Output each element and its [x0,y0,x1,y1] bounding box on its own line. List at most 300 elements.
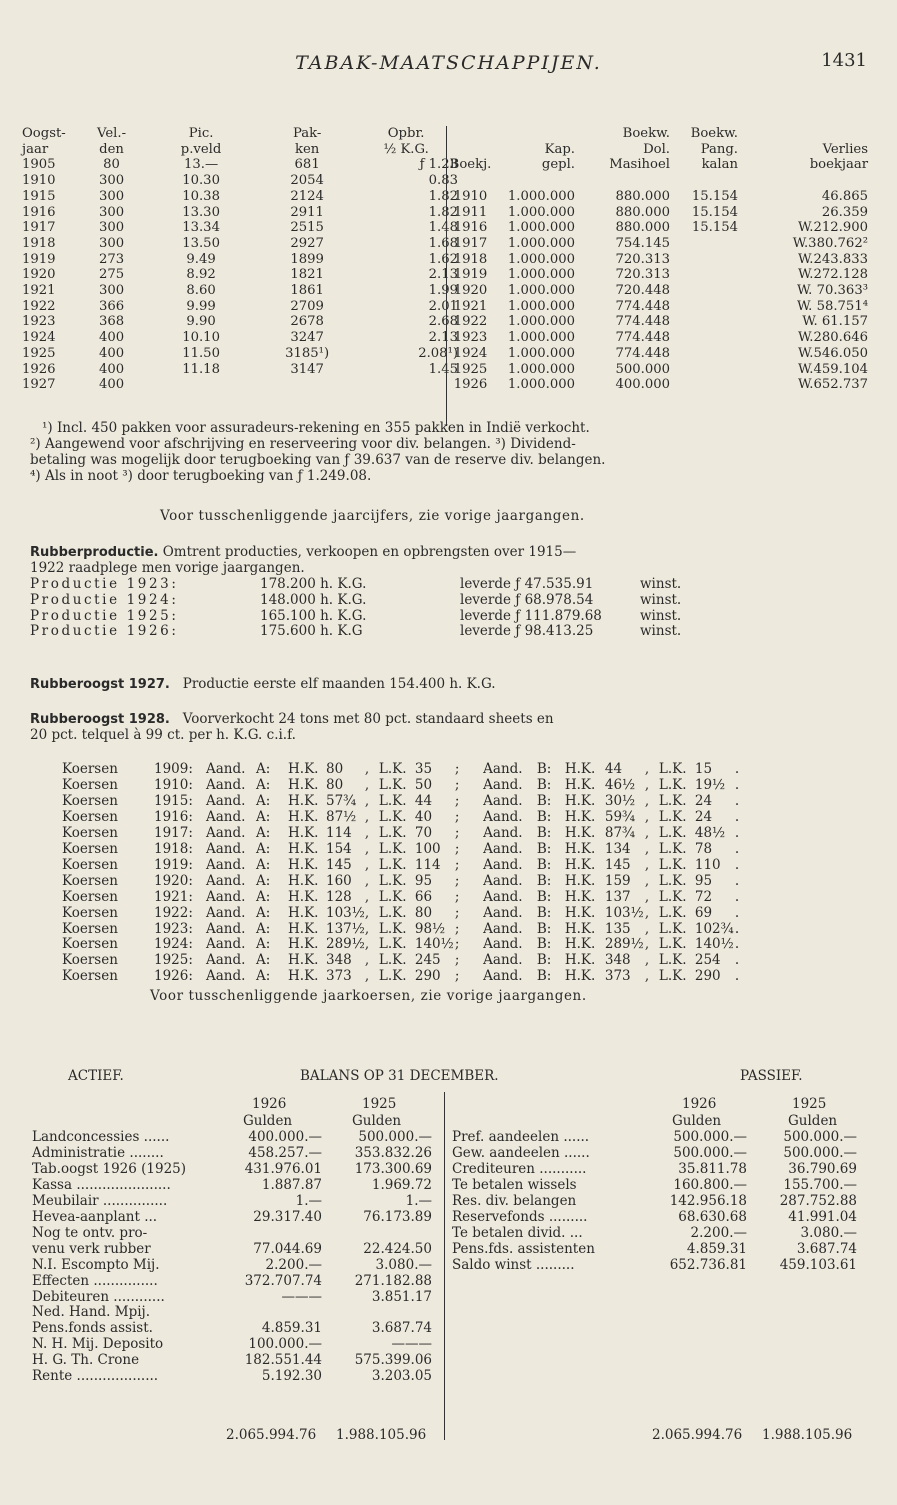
table-cell [322,1305,432,1321]
table-cell: . [734,808,740,825]
table-cell: Aand. [483,824,523,841]
column-header [738,126,868,142]
table-cell: 102¾ [694,920,734,937]
table-cell: 2709 [290,298,324,314]
table-cell [670,330,738,346]
table-cell: Nog te ontv. pro- [32,1224,148,1241]
table-cell: H.K. [288,952,319,969]
table-cell [142,377,260,393]
table-cell: 774.448 [615,330,670,346]
table-cell: 774.448 [615,298,670,314]
table-cell: Aand. [206,904,246,921]
table-cell: Koersen [62,952,118,969]
table-cell: H.K. [288,840,319,857]
table-cell: 72 [694,888,713,905]
table-cell: 0.83 [428,173,458,189]
table-cell: Administratie ........ [32,1144,164,1161]
table-cell: ——— [281,1288,322,1305]
table-cell: ; [454,888,460,905]
table-cell: 3.080.— [375,1256,432,1273]
table-cell: Aand. [483,888,523,905]
table-cell: 154 [326,840,352,857]
table-cell: 1917 [453,235,488,251]
table-cell: W. 61.157 [802,314,868,330]
footnote-2: ²) Aangewend voor afschrijving en reserveering voor div. belangen. ³) Dividend- [30,436,576,452]
table-cell: L.K. [658,776,687,793]
table-cell: 145 [326,856,352,873]
table-cell: 1926: [154,968,193,985]
table-cell: 1921 [453,298,488,314]
table-cell: 459.103.61 [779,1256,857,1273]
spacer-cell [448,173,868,189]
table-cell: B: [536,920,552,937]
table-cell: Aand. [206,792,246,809]
table-cell: 2.08¹) [418,345,458,361]
table-divider [446,126,447,426]
table-cell: 2.68 [428,314,458,330]
koersen-row [62,842,747,858]
table-cell [260,377,354,393]
column-header: Masihoel [609,157,670,173]
table-cell: ; [454,761,460,777]
table-cell: 1922: [154,904,193,921]
table-cell: L.K. [658,761,687,777]
table-cell: 50 [414,776,433,793]
rubberoogst-1927-text: Productie eerste elf maanden 154.400 h. K.G. [182,676,496,692]
koersen-row [62,906,747,922]
table-cell: 300 [98,204,125,220]
table-cell: H.K. [288,968,319,985]
crop-table-left [22,126,458,393]
table-cell: 1920 [453,283,488,299]
table-cell: Aand. [206,808,246,825]
column-header: kalan [701,157,738,173]
table-cell: L.K. [658,792,687,809]
page-title: TABAK-MAATSCHAPPIJEN. [295,52,602,74]
table-cell: 30½ [604,792,636,809]
table-cell: A: [256,840,271,857]
left-total-1925: 1.988.105.96 [336,1427,427,1443]
column-header [493,126,575,142]
table-row [22,189,458,205]
table-cell: 165.100 h. K.G. [260,607,367,624]
table-cell: , [364,968,370,985]
table-cell: Meubilair ............... [32,1192,168,1209]
table-cell: 1916: [154,808,193,825]
table-cell: 3.080.— [800,1224,857,1241]
table-cell: W.546.050 [798,345,868,361]
table-cell: L.K. [378,824,407,841]
table-cell: 160 [326,872,352,889]
table-cell: L.K. [658,920,687,937]
table-cell: 160.800.— [673,1176,747,1193]
table-cell: Saldo winst ......... [452,1256,575,1273]
table-cell: , [364,920,370,937]
table-cell: . [734,856,740,873]
balance-row [452,1146,857,1162]
table-cell: H.K. [288,776,319,793]
balance-row [32,1258,432,1274]
table-cell: 1921: [154,888,193,905]
koersen-row [62,953,747,969]
table-cell: ; [454,776,460,793]
table-row [22,283,458,299]
table-cell: , [644,888,650,905]
table-cell: 2.13 [428,267,458,283]
rubber-production-heading: Rubberproductie. [30,545,159,560]
table-cell: leverde ƒ 47.535.91 [460,576,594,592]
right-total-1926: 2.065.994.76 [652,1427,743,1443]
table-cell: H.K. [564,824,596,841]
table-cell: 100 [414,840,441,857]
koersen-row [62,922,747,938]
table-cell: Koersen [62,824,118,841]
table-cell: 1915 [22,188,56,204]
table-cell: Koersen [62,840,118,857]
table-cell: , [644,872,650,889]
table-row [448,377,868,393]
table-cell: Aand. [483,968,523,985]
table-cell: 289½ [326,936,365,953]
balance-row [32,1337,432,1353]
rubberoogst-1928 [30,711,554,727]
table-cell: , [364,952,370,969]
table-cell: N. H. Mij. Deposito [32,1336,164,1353]
table-cell: 287.752.88 [779,1192,857,1209]
table-cell: A: [256,824,271,841]
table-cell: L.K. [378,968,407,985]
table-cell: 46.865 [821,188,868,204]
table-cell: 142.956.18 [669,1192,747,1209]
table-cell: Reservefonds ......... [452,1208,588,1225]
table-cell: H.K. [288,856,319,873]
table-cell: 70 [414,824,433,841]
table-cell: 140½ [414,936,454,953]
table-cell: 46½ [604,776,636,793]
koersen-row [62,826,747,842]
table-cell: H.K. [564,856,596,873]
table-cell: H.K. [288,808,319,825]
table-cell: L.K. [378,840,407,857]
table-row [448,267,868,283]
table-cell: ; [454,936,460,953]
table-cell: 1.000.000 [507,267,575,283]
table-cell: 366 [98,298,125,314]
table-cell: 880.000 [615,204,670,220]
table-cell: B: [536,968,552,985]
table-cell: . [734,840,740,857]
table-cell: 1919 [453,267,488,283]
table-cell: , [364,792,370,809]
table-cell: A: [256,872,271,889]
table-cell: 1.62 [428,251,458,267]
table-row [22,205,458,221]
table-cell: A: [256,808,271,825]
table-cell: 59¾ [604,808,636,825]
table-cell: 720.313 [615,251,670,267]
table-cell: ; [454,952,460,969]
table-cell: 22.424.50 [363,1240,432,1257]
table-cell: A: [256,888,271,905]
table-cell: 9.49 [186,251,216,267]
table-cell: , [364,808,370,825]
table-cell: 289½ [604,936,644,953]
table-cell: Debiteuren ............ [32,1288,165,1305]
column-header [448,142,493,158]
table-cell: 3.203.05 [371,1368,432,1385]
table-cell: A: [256,936,271,953]
table-cell: 1926 [453,377,488,393]
table-cell: 2.01 [428,298,458,314]
balance-row [452,1178,857,1194]
table-cell: 44 [414,792,433,809]
table-row [448,346,868,362]
table-cell: 372.707.74 [244,1272,322,1289]
rubberoogst-1927 [30,676,496,692]
table-cell: H.K. [564,888,596,905]
table-cell: W.459.104 [798,361,868,377]
table-cell: L.K. [378,808,407,825]
table-cell: 1.969.72 [371,1176,432,1193]
table-row [22,362,458,378]
table-cell: 24 [694,808,713,825]
table-cell: 275 [98,267,125,283]
table-cell: Koersen [62,872,118,889]
table-cell: Crediteuren ........... [452,1160,587,1177]
table-cell: 3247 [290,330,324,346]
table-cell: Aand. [206,888,246,905]
table-cell: 400 [98,345,125,361]
table-cell: 300 [98,220,125,236]
table-cell: A: [256,952,271,969]
table-cell: 4.859.31 [261,1320,322,1337]
balance-row [32,1353,432,1369]
table-cell: 137 [604,888,631,905]
table-cell [670,377,738,393]
koersen-row [62,762,747,778]
table-cell: 720.313 [615,267,670,283]
table-cell: 368 [98,314,125,330]
table-cell: 271.182.88 [354,1272,432,1289]
table-cell: 754.145 [615,235,670,251]
table-cell: 254 [694,952,721,969]
table-cell: 1925: [154,952,193,969]
balance-row [32,1210,432,1226]
table-cell: Rente ................... [32,1368,159,1385]
table-cell: 15 [694,761,713,777]
table-cell: 1.45 [428,361,458,377]
table-cell: 87¾ [604,824,636,841]
table-cell: 575.399.06 [354,1352,432,1369]
table-cell: Koersen [62,920,118,937]
table-cell: 13.— [184,157,219,173]
table-cell: 8.92 [186,267,216,283]
table-cell: 66 [414,888,433,905]
table-cell: . [734,904,740,921]
koersen-row [62,874,747,890]
table-cell: 178.200 h. K.G. [260,576,367,592]
table-row [448,299,868,315]
table-cell: Aand. [483,792,523,809]
table-cell: 35.811.78 [678,1160,747,1177]
table-row [22,220,458,236]
table-cell: 9.99 [186,298,216,314]
table-cell: L.K. [378,936,407,953]
table-cell: Koersen [62,856,118,873]
table-row [22,157,458,173]
table-row [22,330,458,346]
production-row [30,624,700,640]
table-cell: H.K. [288,761,319,777]
table-cell: 348 [326,952,352,969]
balance-row [452,1194,857,1210]
table-cell: 103½ [326,904,365,921]
table-cell: 128 [326,888,352,905]
table-cell: 48½ [694,824,726,841]
balance-row [32,1226,432,1242]
table-cell: 3185¹) [285,345,330,361]
table-cell: L.K. [658,824,687,841]
table-cell: 98½ [414,920,446,937]
table-cell: 500.000.— [673,1129,747,1145]
table-cell: 1920 [22,267,56,283]
rubberoogst-1928-text: Voorverkocht 24 tons met 80 pct. standaard sheets en [182,711,554,727]
column-header: Kap. [544,141,575,157]
table-cell: 500.000.— [358,1129,432,1145]
table-cell: 114 [414,856,441,873]
table-row [448,220,868,236]
table-cell: 4.859.31 [686,1240,747,1257]
table-cell: 78 [694,840,713,857]
table-cell: Pref. aandeelen ...... [452,1129,590,1145]
table-cell: 1917 [22,220,56,236]
table-cell: Aand. [483,840,523,857]
balance-row [32,1178,432,1194]
table-cell: 1.000.000 [507,377,575,393]
table-cell [670,267,738,283]
table-cell: 8.60 [186,283,216,299]
table-cell: Pens.fds. assistenten [452,1240,595,1257]
table-cell: H.K. [564,936,596,953]
table-cell: 774.448 [615,314,670,330]
table-cell: Koersen [62,968,118,985]
table-cell: L.K. [378,904,407,921]
table-cell: Aand. [206,824,246,841]
table-cell: L.K. [658,840,687,857]
table-cell: , [644,761,650,777]
table-cell: . [734,888,740,905]
koersen-row [62,778,747,794]
passief-table [452,1130,857,1274]
table-cell [670,236,738,252]
table-cell: A: [256,920,271,937]
table-cell: , [364,872,370,889]
table-cell: ; [454,904,460,921]
table-cell: , [644,968,650,985]
table-cell [670,346,738,362]
table-cell: B: [536,824,552,841]
table-cell: W.243.833 [798,251,868,267]
table-cell: 145 [604,856,631,873]
left-unit-1926: Gulden [243,1113,293,1129]
table-cell: L.K. [378,761,407,777]
table-cell: 9.90 [186,314,216,330]
table-cell: ; [454,824,460,841]
table-cell: , [644,808,650,825]
koersen-row [62,794,747,810]
table-cell: 652.736.81 [669,1256,747,1273]
table-cell: Aand. [483,872,523,889]
table-cell: L.K. [378,872,407,889]
production-row [30,593,700,609]
koersen-table [62,762,747,985]
table-cell: Aand. [206,920,246,937]
table-cell: 40 [414,808,433,825]
right-unit-1925: Gulden [788,1113,838,1129]
table-cell: Aand. [206,856,246,873]
table-cell: 3.851.17 [371,1288,432,1305]
koersen-row [62,890,747,906]
table-cell: A: [256,904,271,921]
table-cell: 1921 [22,283,56,299]
table-cell: 1909: [154,761,193,777]
table-cell: 880.000 [615,220,670,236]
balance-row [32,1162,432,1178]
table-cell: ; [454,872,460,889]
right-total-1925: 1.988.105.96 [762,1427,853,1443]
balance-row [452,1258,857,1274]
table-cell: 400.000.— [248,1129,322,1145]
table-cell: , [364,936,370,953]
table-cell: 1926 [22,361,56,377]
table-cell: 1918 [453,251,488,267]
table-cell [670,252,738,268]
table-cell: 1.000.000 [507,361,575,377]
table-cell: H.K. [564,840,596,857]
table-cell: 400 [98,361,125,377]
column-header: Vel.- [97,126,127,141]
table-cell: Aand. [206,761,246,777]
column-header: jaar [22,141,49,157]
table-cell: 1905 [22,157,56,173]
table-cell: H.K. [288,872,319,889]
column-header [448,126,493,142]
table-cell: 134 [604,840,631,857]
table-cell: B: [536,936,552,953]
column-header: Pic. [188,126,214,141]
table-cell: H.K. [564,808,596,825]
rubber-production-text-2: 1922 raadplege men vorige jaargangen. [30,560,305,576]
table-cell: 1916 [22,204,56,220]
table-cell: , [644,936,650,953]
table-cell: 13.50 [182,235,220,251]
table-cell: Te betalen wissels [452,1176,577,1193]
table-cell: L.K. [658,904,687,921]
table-cell: Koersen [62,888,118,905]
column-header: ken [294,141,320,157]
table-cell: 1924: [154,936,193,953]
table-cell: 5.192.30 [261,1368,322,1385]
table-cell: B: [536,872,552,889]
table-cell: , [364,761,370,777]
table-cell: 87½ [326,808,357,825]
table-cell: Aand. [206,840,246,857]
table-row [448,283,868,299]
table-cell: A: [256,776,271,793]
table-cell: 400 [98,377,125,393]
column-header: Dol. [643,141,670,157]
table-cell: L.K. [658,936,687,953]
